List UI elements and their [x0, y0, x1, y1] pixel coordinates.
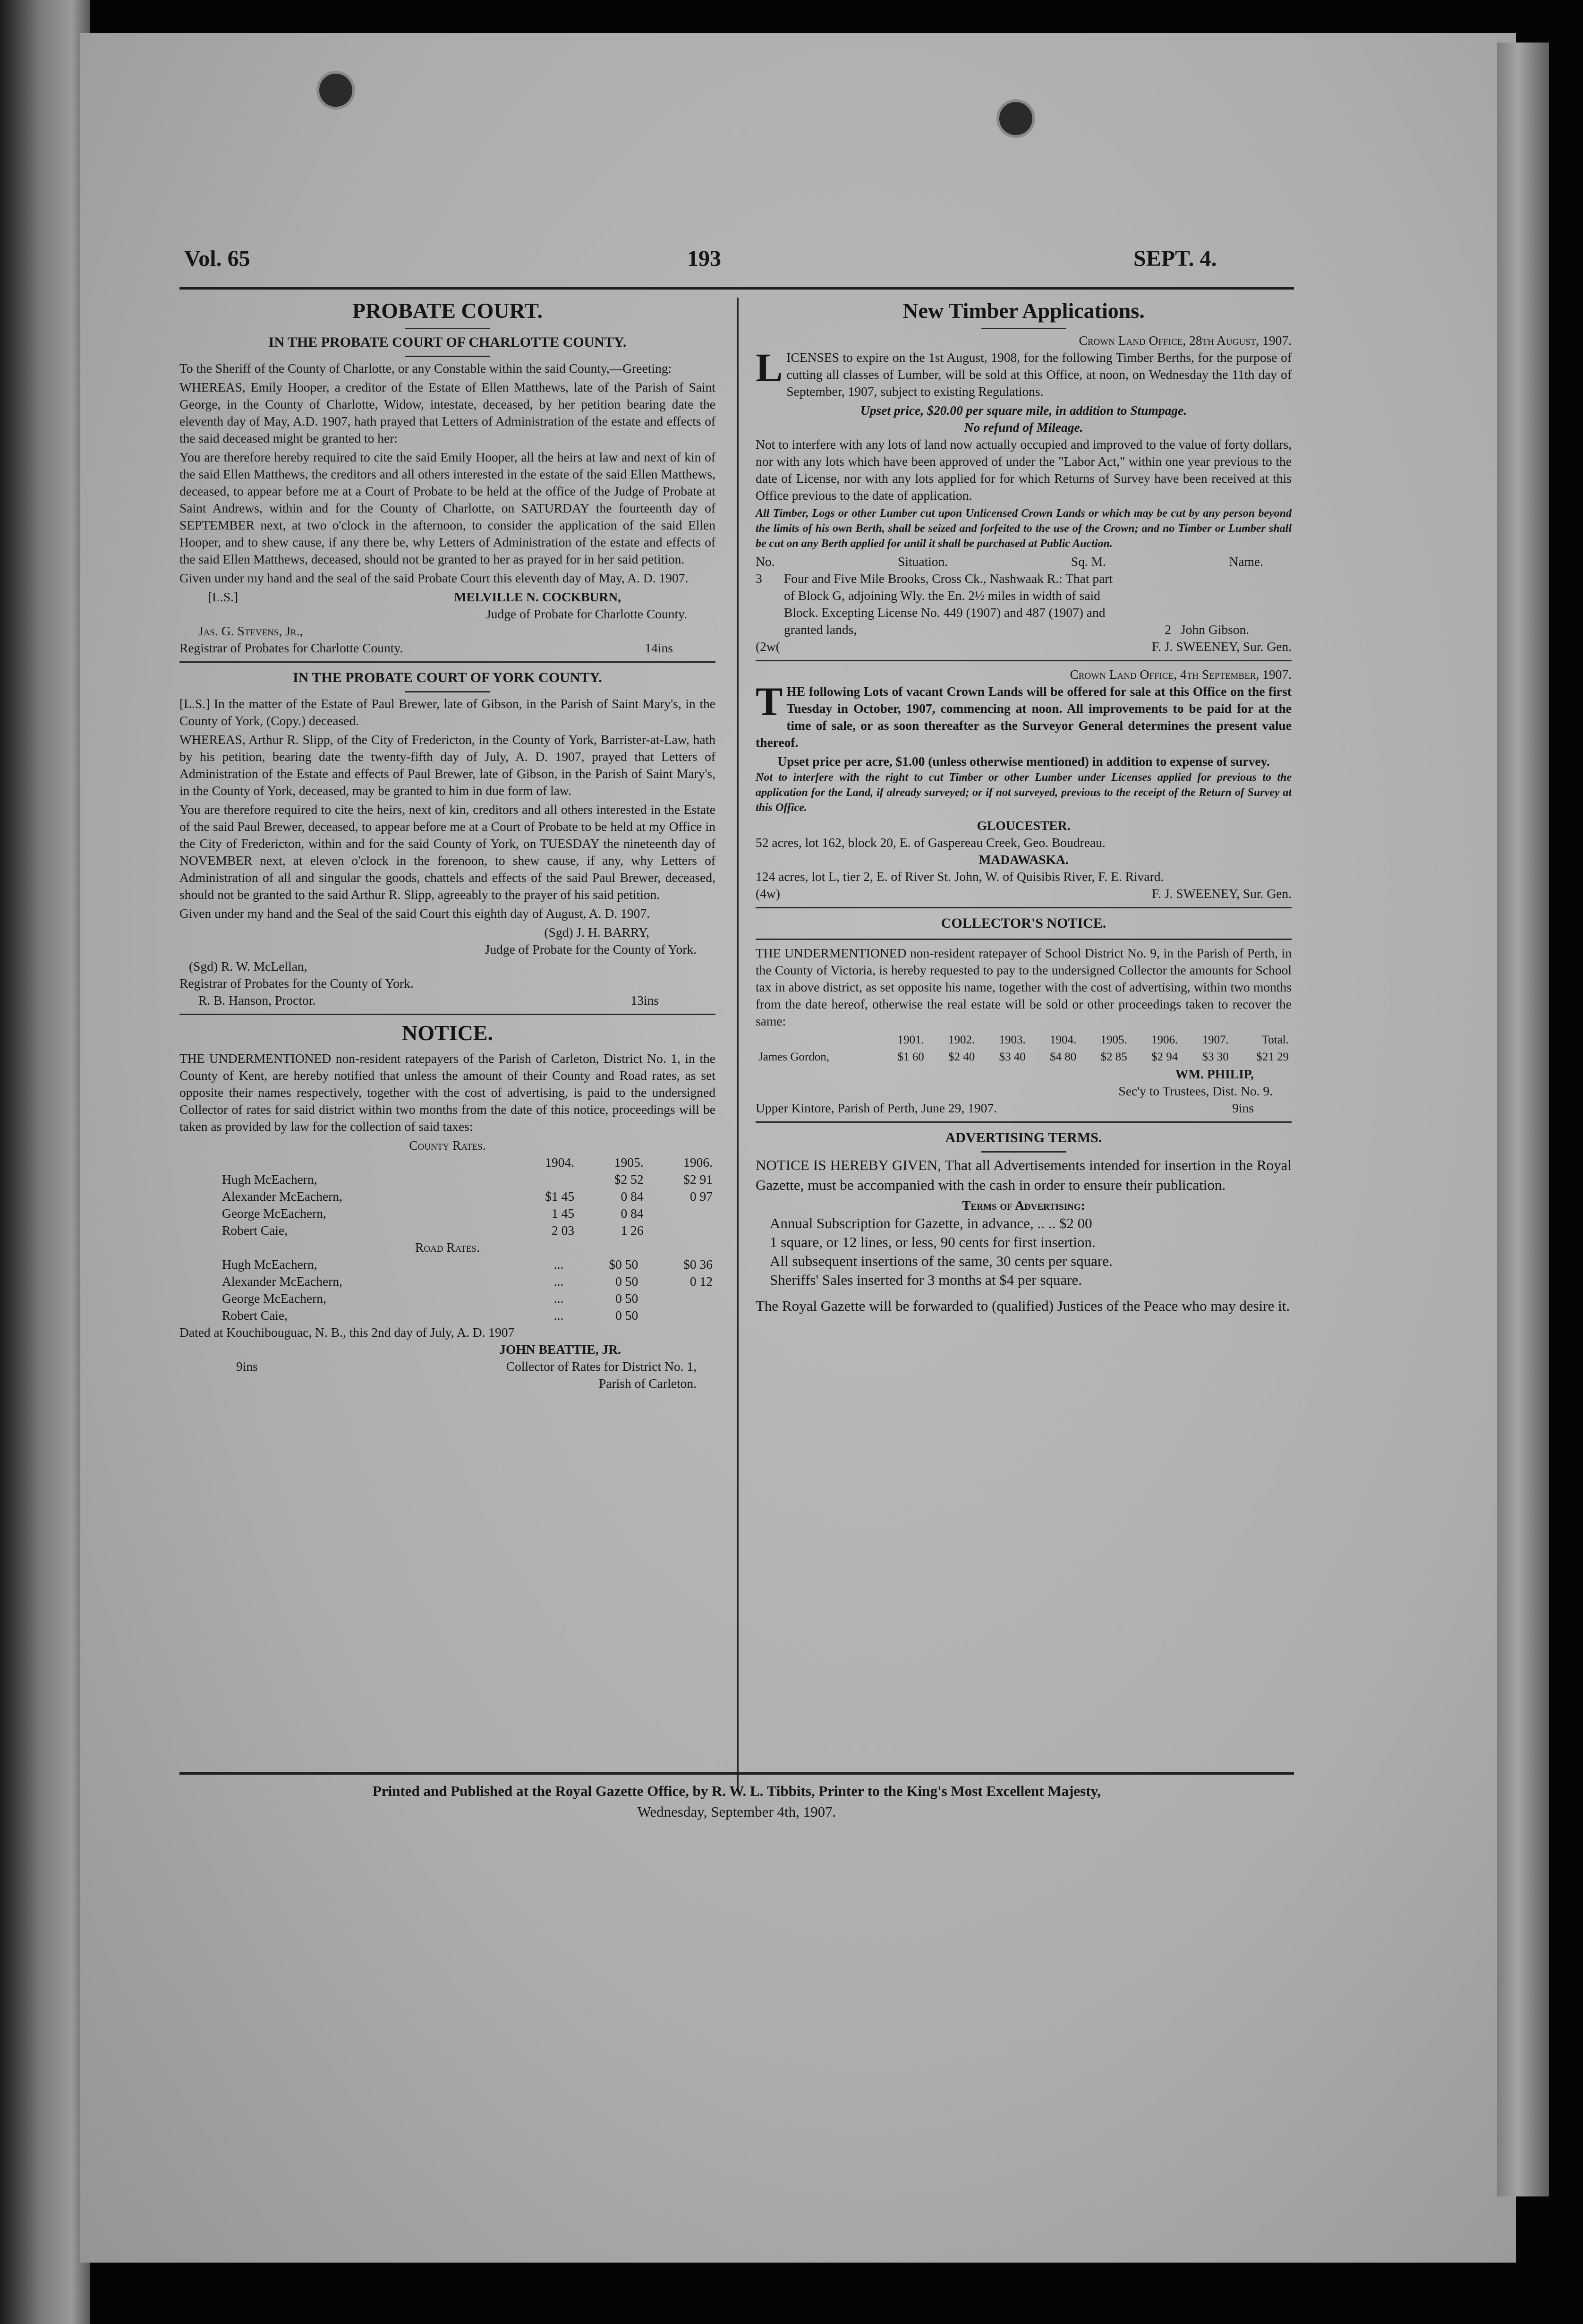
table-row — [179, 1205, 715, 1222]
section-rule — [179, 1014, 715, 1015]
table-row — [179, 1307, 715, 1324]
rate-cell: 0 12 — [689, 1274, 713, 1289]
school-tax-table — [756, 1032, 1292, 1066]
notice-body: THE UNDERMENTIONED non-resident ratepayers of the Parish of Carleton, District No. 1, in the County of Kent, are hereby notified that unless the amount of their County and Road rates, as set opposite their names respectively, together with the cost of advertising, is paid to the undersigned Collector of rates for said district within two months from the date of this notice, proceedings will be taken as provided by law for the collection of said taxes: — [179, 1051, 715, 1134]
terms-line: Annual Subscription for Gazette, in advance, .. .. $2 00 — [770, 1215, 1092, 1231]
year-col: 1905. — [614, 1155, 644, 1170]
rate-cell: $0 36 — [683, 1257, 713, 1272]
table-row — [179, 1273, 715, 1290]
crown-intro-text: HE following Lots of vacant Crown Lands will be offered for sale at this Office on the first Tuesday in October, 1907, commencing at noon. All improvements to be paid for at the time of sale, or as soon thereafter as the Surveyor General determines the present value thereof. — [756, 684, 1292, 750]
imprint-date: Wednesday, September 4th, 1907. — [637, 1803, 836, 1820]
collector-notice-title: COLLECTOR'S NOTICE. — [941, 915, 1106, 931]
rate-cell: 0 50 — [615, 1308, 638, 1323]
collector-signer: JOHN BEATTIE, JR. — [499, 1342, 621, 1357]
table-row — [179, 1290, 715, 1307]
tax-cell: $4 80 — [1049, 1051, 1077, 1063]
rate-cell — [647, 1222, 715, 1239]
rate-cell: ... — [553, 1291, 564, 1306]
ratepayer-name: George McEachern, — [222, 1206, 326, 1221]
registrar-title: Registrar of Probates for Charlotte County. — [179, 641, 403, 655]
section-rule — [756, 1121, 1292, 1123]
judge-title: Judge of Probate for Charlotte County. — [486, 607, 687, 621]
rate-cell — [647, 1205, 715, 1222]
terms-heading: Terms of Advertising: — [962, 1198, 1085, 1213]
notice-dated: Dated at Kouchibouguac, N. B., this 2nd day of July, A. D. 1907 — [179, 1325, 515, 1340]
copy-mark: (Copy.) — [266, 713, 306, 728]
lot-entry: 52 acres, lot 162, block 20, E. of Gaspereau Creek, Geo. Boudreau. — [756, 835, 1106, 850]
table-row — [179, 1256, 715, 1273]
entry-name: John Gibson. — [1181, 622, 1250, 637]
section-rule — [756, 907, 1292, 908]
rate-cell: $1 45 — [545, 1189, 575, 1204]
drop-cap: T — [756, 679, 783, 724]
right-column — [756, 298, 1292, 1318]
crown-upset-price: Upset price per acre, $1.00 (unless otherwise mentioned) in addition to expense of survey. — [777, 754, 1270, 769]
page-stack-edge — [1497, 43, 1549, 2196]
year-col: 1906. — [683, 1155, 713, 1170]
york-judge-signed: (Sgd) J. H. BARRY, — [544, 925, 649, 940]
terms-list — [756, 1214, 1292, 1290]
timber-dateline: Crown Land Office, 28th August, 1907. — [1079, 333, 1292, 348]
entry-number: 3 — [756, 571, 762, 586]
terms-line: 1 square, or 12 lines, or less, 90 cents for first insertion. — [770, 1234, 1096, 1250]
timber-title: New Timber Applications. — [902, 299, 1145, 323]
heading-rule — [405, 356, 490, 357]
timber-intro — [756, 345, 1292, 400]
county-heading: MADAWASKA. — [979, 852, 1069, 867]
drop-cap: L — [756, 345, 783, 390]
ratepayer-name: Robert Caie, — [222, 1308, 288, 1323]
lot-entry: 124 acres, lot L, tier 2, E. of River St. John, W. of Quisibis River, F. E. Rivard. — [756, 869, 1164, 884]
year-col: 1906. — [1151, 1034, 1178, 1046]
collector-title-line — [179, 1358, 715, 1375]
york-given: Given under my hand and the Seal of the said Court this eighth day of August, A. D. 1907. — [179, 906, 650, 921]
table-row — [179, 1171, 715, 1188]
york-citation: You are therefore required to cite the heirs, next of kin, creditors and all others interested in the Estate of the said Paul Brewer, deceased, to appear before me at a Court of Probate to be held at my Office in the City of Fredericton, within and for the said County of York, on TUESDAY the nineteenth day of NOVEMBER next, at eleven o'clock in the forenoon, to shew cause, if any, why Letters of Administration of all and singular the goods, chattels and effects of the said Paul Brewer, deceased, should not be granted to the said Arthur R. Slipp, agreeably to the prayer of his said petition. — [179, 802, 715, 902]
county-heading: GLOUCESTER. — [977, 818, 1071, 833]
rate-cell: 0 97 — [689, 1189, 713, 1204]
year-col: 1903. — [999, 1034, 1026, 1046]
probate-court-title: PROBATE COURT. — [352, 299, 543, 323]
year-col: Total. — [1261, 1034, 1289, 1046]
section-rule — [756, 660, 1292, 661]
advertising-notice: NOTICE IS HEREBY GIVEN, That all Advertisements intended for insertion in the Royal Gazette, must be accompanied with the cash in order to ensure their publication. — [756, 1157, 1292, 1193]
rate-cell: $2 91 — [683, 1172, 713, 1187]
ratepayer-name: Alexander McEachern, — [222, 1274, 343, 1289]
rate-cell: $2 52 — [614, 1172, 644, 1187]
collector-title: Collector of Rates for District No. 1, — [506, 1359, 697, 1374]
left-column — [179, 298, 715, 1392]
imprint — [179, 1781, 1294, 1822]
tax-cell: $3 40 — [999, 1051, 1026, 1063]
york-judge-title: Judge of Probate for the County of York. — [485, 942, 697, 957]
registrar-line — [179, 640, 715, 657]
insertion-count: 13ins — [630, 993, 659, 1008]
road-rates-table — [179, 1256, 715, 1324]
ratepayer-name: Alexander McEachern, — [222, 1189, 343, 1204]
timber-intro-text: ICENSES to expire on the 1st August, 1908, for the following Timber Berths, for the purpose of cutting all classes of Lumber, will be sold at this Office, at noon, on Wednesday the 11th day of September, 1907, subject to existing Regulations. — [786, 350, 1292, 399]
rate-cell: 1 26 — [621, 1223, 644, 1238]
weeks-mark: (4w) — [756, 886, 780, 901]
page-number: 193 — [687, 246, 721, 271]
issue-date: SEPT. 4. — [1133, 246, 1217, 271]
ratepayer-name: Hugh McEachern, — [222, 1172, 317, 1187]
charlotte-whereas: WHEREAS, Emily Hooper, a creditor of the Estate of Ellen Matthews, late of the Parish of Saint George, in the County of Charlotte, Widow, intestate, deceased, by her petition bearing date the eleventh day of May, A.D. 1907, hath prayed that Letters of Administration of the estate and effects of the said deceased might be granted to her: — [179, 380, 715, 445]
rate-cell — [641, 1290, 715, 1307]
york-registrar-title: Registrar of Probates for the County of York. — [179, 976, 414, 991]
seal-mark: [L.S.] — [208, 590, 238, 604]
charlotte-citation: You are therefore hereby required to cite the said Emily Hooper, all the heirs at law and next of kin of the said Ellen Matthews, the creditors and all others interested in the estate of the said Ellen Matthews, deceased, to appear before me at a Court of Probate to be held at the office of the Judge of Probate at Saint Andrews, within and for the County of Charlotte, on SATURDAY the fourteenth day of SEPTEMBER next, at two o'clock in the afternoon, to consider the application of the said Ellen Hooper, and to shew cause, if any there be, why Letters of Administration of the estate and effects of the said Ellen Matthews, deceased, should not be granted to her as prayed for in her said petition. — [179, 450, 715, 566]
entry-situation: Four and Five Mile Brooks, Cross Ck., Nashwaak R.: That part of Block G, adjoining Wly. the En. 2½ miles in width of said Block. Excepting License No. 449 (1907) and 487 (1907) and granted lands, — [784, 571, 1113, 637]
tax-cell: $2 94 — [1151, 1051, 1178, 1063]
seal-mark: [L.S.] — [179, 696, 210, 711]
volume-label: Vol. 65 — [184, 246, 250, 271]
table-row — [179, 1188, 715, 1205]
terms-line: All subsequent insertions of the same, 30 cents per square. — [770, 1253, 1113, 1269]
rate-cell: 1 45 — [552, 1206, 575, 1221]
page-header — [179, 246, 1294, 283]
tax-cell: $2 40 — [948, 1051, 975, 1063]
punch-hole — [316, 71, 355, 110]
table-row — [179, 1222, 715, 1239]
punch-hole — [996, 99, 1035, 138]
insertion-count: 9ins — [1232, 1101, 1254, 1115]
charlotte-given: Given under my hand and the seal of the said Probate Court this eleventh day of May, A. D. 1907. — [179, 571, 689, 585]
deceased-word: deceased. — [309, 713, 359, 728]
york-whereas: WHEREAS, Arthur R. Slipp, of the City of Fredericton, in the County of York, Barrister-at-Law, hath by his petition, bearing date the twenty-fifth day of July, A. D. 1907, prayed that Letters of Administration of the Estate and effects of Paul Brewer, late of Gibson, in the Parish of Saint Mary's, in the County of York, deceased, may be granted to him in due form of law. — [179, 732, 715, 798]
crown-intro — [756, 679, 1292, 751]
entry-sqm: 2 — [1165, 622, 1171, 637]
place-date: Upper Kintore, Parish of Perth, June 29, 1907. — [756, 1101, 997, 1115]
notice-title: NOTICE. — [402, 1021, 493, 1045]
crown-timber-note: Not to interfere with the right to cut Timber or other Lumber under Licenses applied for previous to the application for the Land, if already surveyed; or if not surveyed, previous to the receipt of the Return of Survey at this Office. — [756, 771, 1292, 814]
collector-signer: WM. PHILIP, — [1175, 1067, 1254, 1081]
timber-signer: F. J. SWEENEY, Sur. Gen. — [1152, 639, 1292, 654]
rate-cell: 0 84 — [621, 1206, 644, 1221]
rate-cell — [641, 1307, 715, 1324]
year-col: 1904. — [545, 1155, 575, 1170]
imprint-line: Printed and Published at the Royal Gazette Office, by R. W. L. Tibbits, Printer to the King's Most Excellent Majesty, — [372, 1783, 1101, 1799]
ratepayer-name: George McEachern, — [222, 1291, 326, 1306]
title-rule — [981, 1151, 1066, 1153]
justices-note: The Royal Gazette will be forwarded to (qualified) Justices of the Peace who may desire it. — [756, 1298, 1290, 1314]
section-rule — [179, 661, 715, 663]
title-rule — [756, 939, 1292, 940]
timber-entry-row — [756, 570, 1292, 638]
crown-signer: F. J. SWEENEY, Sur. Gen. — [1152, 886, 1292, 901]
insertion-count: 9ins — [236, 1359, 258, 1374]
rate-cell — [508, 1171, 577, 1188]
tax-cell: $21 29 — [1256, 1051, 1289, 1063]
col-situation: Situation. — [898, 554, 948, 569]
york-proctor-line — [179, 992, 715, 1009]
rate-cell: 0 50 — [615, 1291, 638, 1306]
insertion-count: 14ins — [645, 641, 673, 655]
collector-signer-title: Sec'y to Trustees, Dist. No. 9. — [1118, 1084, 1273, 1098]
year-col: 1902. — [948, 1034, 975, 1046]
york-matter — [179, 695, 715, 729]
col-name: Name. — [1229, 554, 1263, 569]
year-col: 1905. — [1100, 1034, 1127, 1046]
table-header-row — [179, 1154, 715, 1171]
title-rule — [981, 328, 1066, 329]
york-court-heading: IN THE PROBATE COURT OF YORK COUNTY. — [293, 670, 602, 685]
rate-cell: ... — [553, 1257, 564, 1272]
advertising-title: ADVERTISING TERMS. — [945, 1130, 1102, 1145]
timber-signature — [756, 638, 1292, 655]
footer-rule — [179, 1772, 1294, 1775]
weeks-mark: (2w( — [756, 639, 780, 654]
title-rule — [405, 328, 490, 329]
tax-cell: $3 30 — [1202, 1051, 1229, 1063]
charlotte-address: To the Sheriff of the County of Charlotte, or any Constable within the said County,—Greeting: — [179, 361, 672, 376]
rate-cell: 0 84 — [621, 1189, 644, 1204]
york-registrar-signed: (Sgd) R. W. McLellan, — [189, 959, 307, 974]
tax-cell: $1 60 — [897, 1051, 924, 1063]
matter-text: In the matter of the Estate of Paul Brewer, late of Gibson, in the Parish of Saint Mary's, in the County of York, — [179, 696, 715, 728]
charlotte-court-heading: IN THE PROBATE COURT OF CHARLOTTE COUNTY. — [268, 334, 627, 350]
table-header-row — [756, 1032, 1292, 1049]
collector-parish: Parish of Carleton. — [599, 1376, 697, 1391]
county-rates-heading: County Rates. — [409, 1138, 486, 1153]
crown-dateline: Crown Land Office, 4th September, 1907. — [1070, 667, 1292, 682]
crown-signature — [756, 885, 1292, 902]
rate-cell: $0 50 — [609, 1257, 638, 1272]
page-content — [179, 246, 1294, 1899]
year-col: 1901. — [897, 1034, 924, 1046]
registrar-name: Jas. G. Stevens, Jr., — [198, 624, 303, 638]
county-rates-table — [179, 1154, 715, 1239]
col-no: No. — [756, 554, 775, 569]
timber-table-header — [756, 553, 1292, 570]
col-sqm: Sq. M. — [1071, 554, 1106, 569]
adjacent-page-edge — [0, 0, 90, 2324]
header-rule — [179, 287, 1294, 290]
ratepayer-name: Hugh McEachern, — [222, 1257, 317, 1272]
road-rates-heading: Road Rates. — [415, 1240, 480, 1255]
timber-no-refund: No refund of Mileage. — [964, 420, 1083, 435]
collector-notice-body: THE UNDERMENTIONED non-resident ratepayer of School District No. 9, in the Parish of Perth, in the County of Victoria, is hereby requested to pay to the undersigned Collector the amounts for School tax in above district, as set opposite his name, together with the cost of advertising, within two months from the date hereof, otherwise the real estate will be sold or other proceedings taken to recover the same: — [756, 946, 1292, 1028]
year-col: 1907. — [1202, 1034, 1229, 1046]
rate-cell: 2 03 — [552, 1223, 575, 1238]
year-col: 1904. — [1049, 1034, 1077, 1046]
table-row — [756, 1049, 1292, 1066]
collector-place-line — [756, 1100, 1292, 1117]
terms-line: Sheriffs' Sales inserted for 3 months at $4 per square. — [770, 1272, 1082, 1288]
timber-upset-price: Upset price, $20.00 per square mile, in addition to Stumpage. — [860, 403, 1187, 418]
timber-conditions: Not to interfere with any lots of land now actually occupied and improved to the value of forty dollars, nor with any lots which have been approved of under the "Labor Act," within one year previous to the date of License, nor with any lots applied for for which Returns of Survey have been received at this Office previous to the date of application. — [756, 437, 1292, 503]
ratepayer-name: Robert Caie, — [222, 1223, 288, 1238]
rate-cell: 0 50 — [615, 1274, 638, 1289]
ratepayer-name: James Gordon, — [758, 1051, 829, 1063]
timber-seizure-note: All Timber, Logs or other Lumber cut upon Unlicensed Crown Lands or which may be cut by any person beyond the limits of his own Berth, shall be seized and forfeited to the use of the Crown; and no Timber or Lumber shall be cut on any Berth applied for until it shall be purchased at Public Auction. — [756, 507, 1292, 550]
rate-cell: ... — [553, 1308, 564, 1323]
heading-rule — [405, 691, 490, 692]
rate-cell: ... — [553, 1274, 564, 1289]
charlotte-signature — [179, 589, 715, 606]
column-divider — [737, 298, 739, 1790]
tax-cell: $2 85 — [1100, 1051, 1127, 1063]
proctor-name: R. B. Hanson, Proctor. — [198, 993, 316, 1008]
judge-name: MELVILLE N. COCKBURN, — [454, 590, 621, 604]
